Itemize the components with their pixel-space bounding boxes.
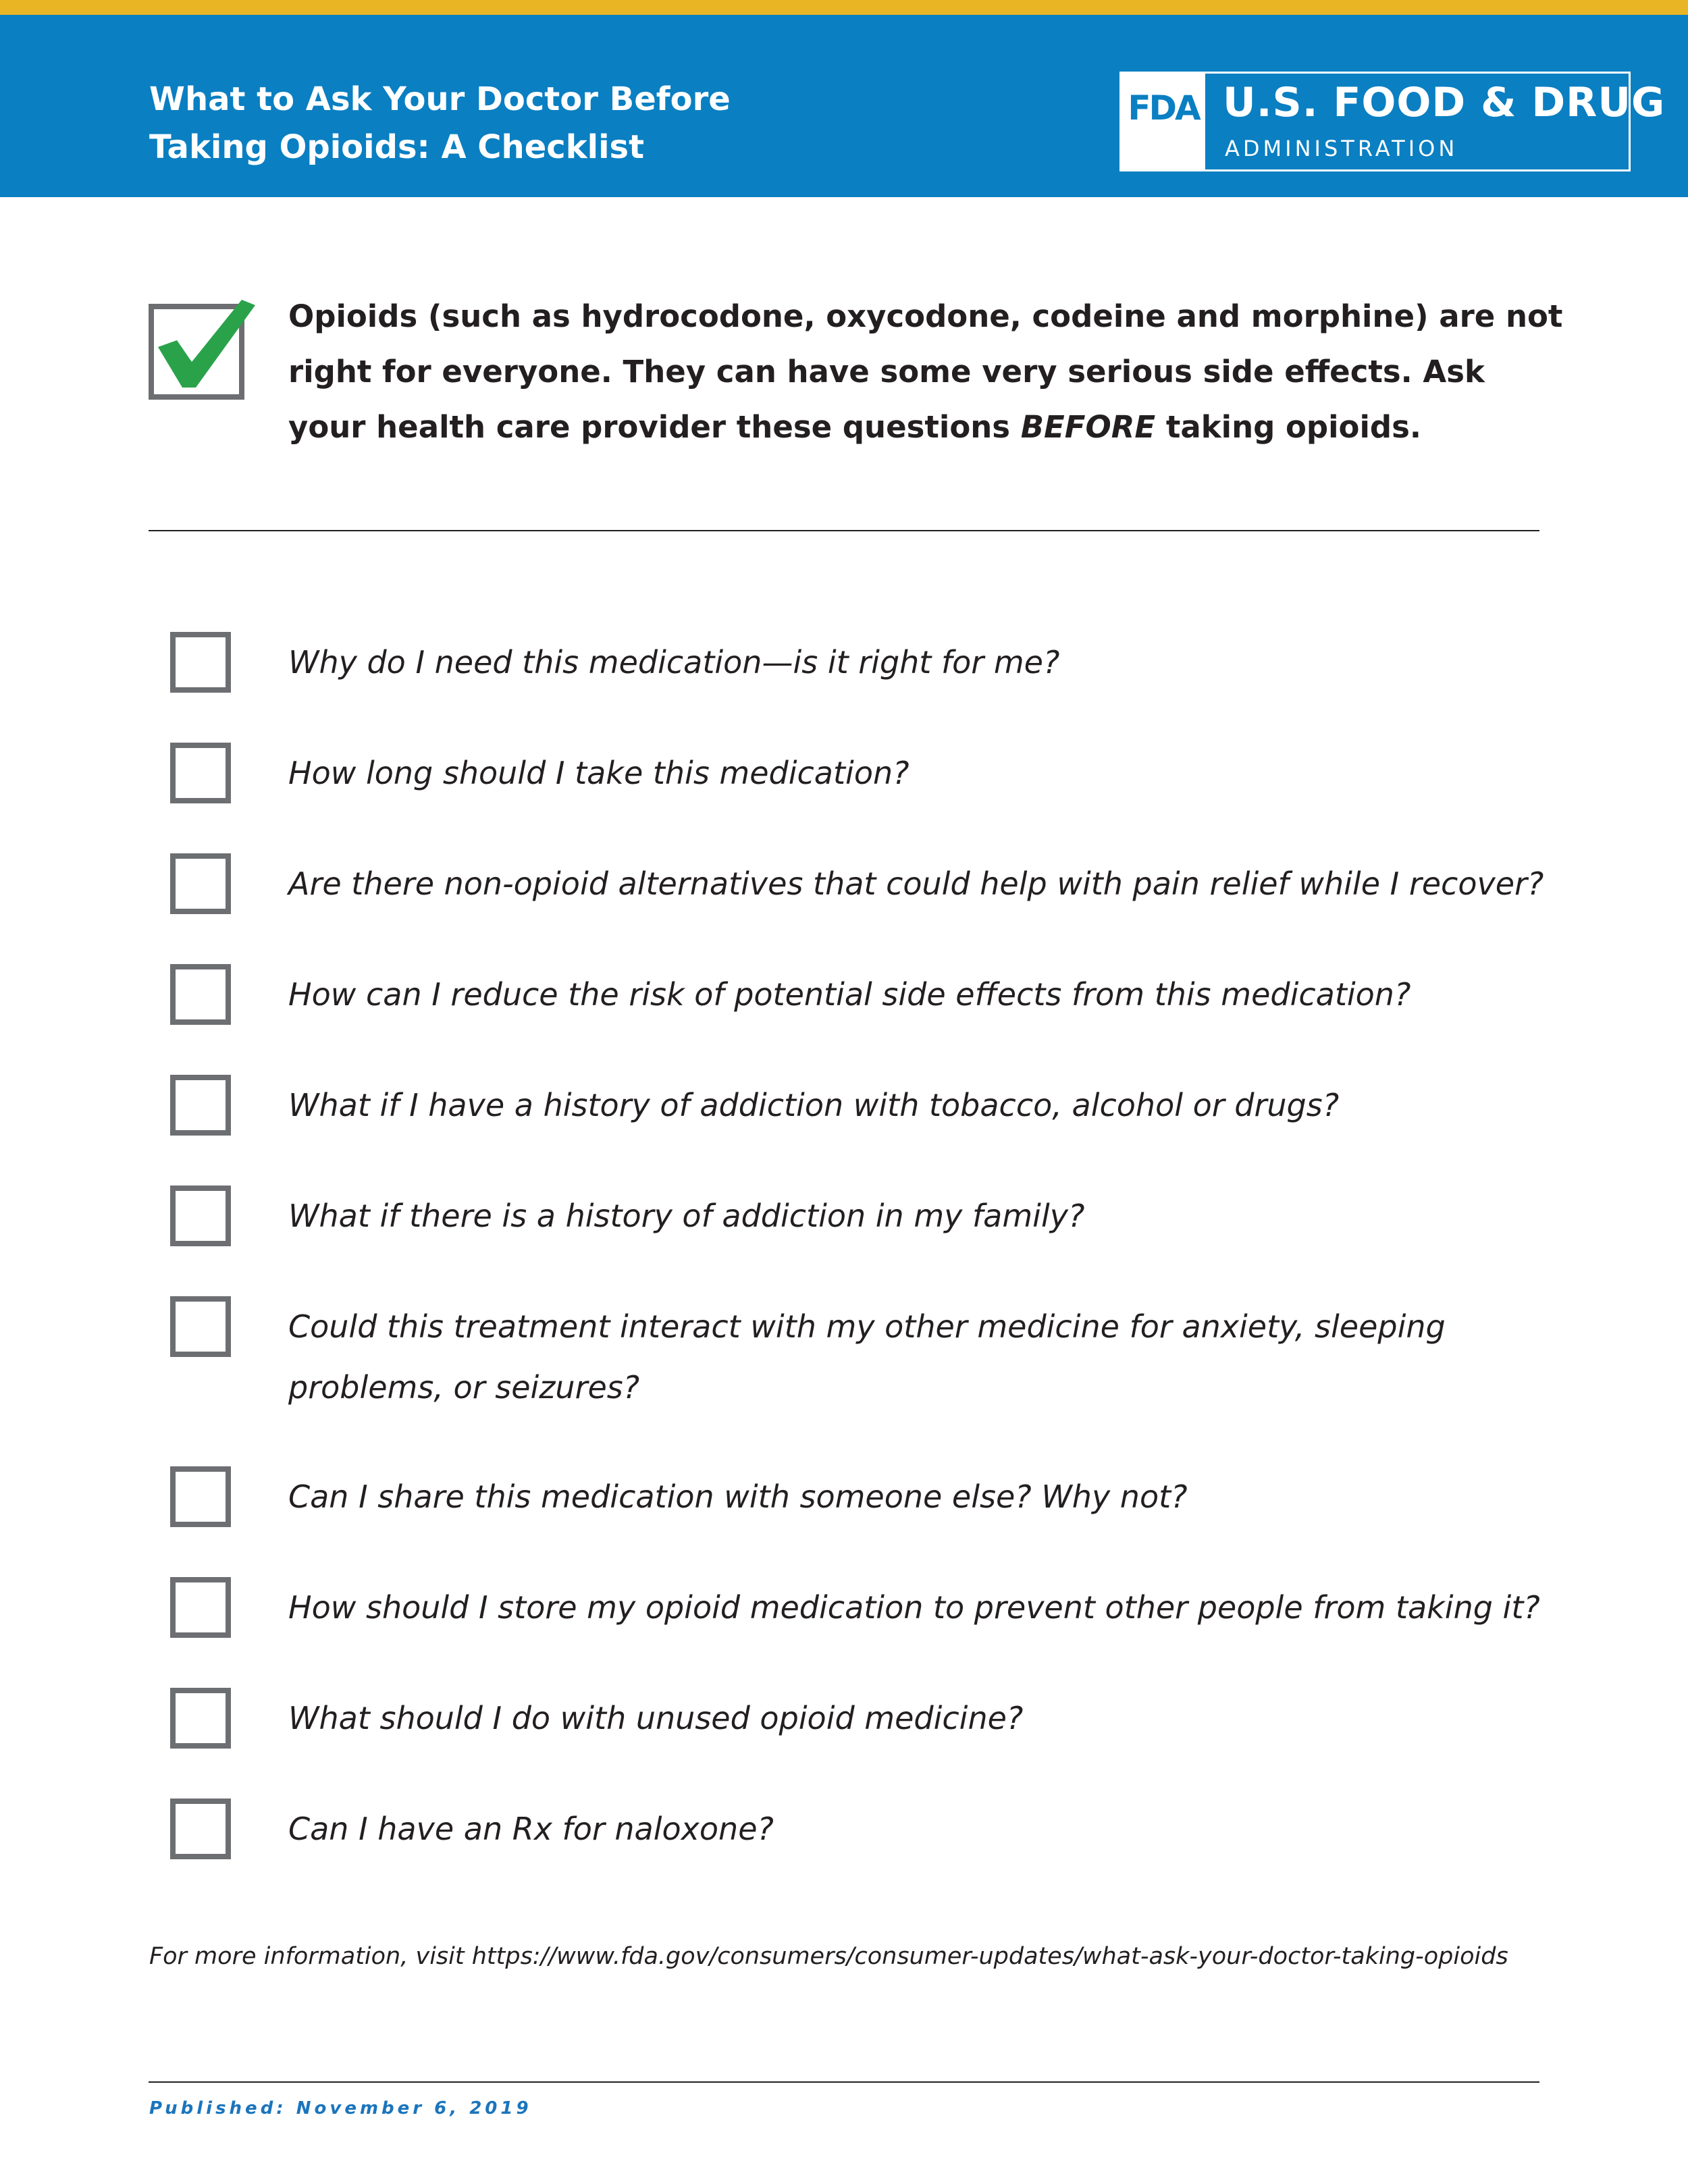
checklist-item-text: Could this treatment interact with my other medicine for anxiety, sleeping problems, or seizures? <box>288 1308 1446 1406</box>
checklist-item-text: What if there is a history of addiction in my family? <box>288 1198 1085 1234</box>
checklist-checkbox[interactable] <box>170 964 231 1025</box>
page-title-line-2: Taking Opioids: A Checklist <box>149 128 645 166</box>
checklist-item-text: How can I reduce the risk of potential side effects from this medication? <box>288 976 1411 1013</box>
checklist-checkbox[interactable] <box>170 1296 231 1357</box>
checklist-item-text: Why do I need this medication—is it right for me? <box>288 644 1060 681</box>
more-info-link-text: For more information, visit https://www.fda.gov/consumers/consumer-updates/what-ask-your-doctor-taking-opioids <box>149 1943 1508 1970</box>
checklist-item-text: Can I have an Rx for naloxone? <box>288 1811 774 1847</box>
checklist-checkbox[interactable] <box>170 1688 231 1749</box>
checklist-checkbox[interactable] <box>170 1799 231 1859</box>
checklist-item-text: Can I share this medication with someone else? Why not? <box>288 1479 1188 1515</box>
checklist-checkbox[interactable] <box>170 1075 231 1136</box>
checklist-checkbox[interactable] <box>170 853 231 914</box>
checklist-item-text: Are there non-opioid alternatives that could help with pain relief while I recover? <box>288 865 1544 902</box>
page-title-line-1: What to Ask Your Doctor Before <box>149 80 731 118</box>
checklist-item-text: What should I do with unused opioid medicine? <box>288 1700 1024 1736</box>
fda-logo-subname: ADMINISTRATION <box>1225 136 1458 161</box>
checklist-checkbox[interactable] <box>170 1466 231 1527</box>
intro-text-emphasis: BEFORE <box>1020 409 1156 445</box>
checklist-checkbox[interactable] <box>170 632 231 693</box>
published-date: Published: November 6, 2019 <box>149 2098 532 2119</box>
divider-bottom <box>149 2081 1539 2083</box>
checklist-checkbox[interactable] <box>170 1577 231 1638</box>
checklist-item-text: How should I store my opioid medication to prevent other people from taking it? <box>288 1589 1540 1626</box>
fda-logo-name: U.S. FOOD & DRUG <box>1223 79 1666 126</box>
checklist-item-text: What if I have a history of addiction with tobacco, alcohol or drugs? <box>288 1087 1340 1123</box>
checklist-checkbox[interactable] <box>170 1186 231 1246</box>
checklist-checkbox[interactable] <box>170 743 231 803</box>
intro-text-start: Opioids (such as hydrocodone, oxycodone, codeine and morphine) are not right for everyone. They can have some very serious side effects. Ask your health care provider these questions <box>288 298 1563 445</box>
fda-logo-mark: FDA <box>1122 74 1205 169</box>
checklist-item-text: How long should I take this medication? <box>288 755 909 791</box>
intro-text-end: taking opioids. <box>1155 409 1421 445</box>
